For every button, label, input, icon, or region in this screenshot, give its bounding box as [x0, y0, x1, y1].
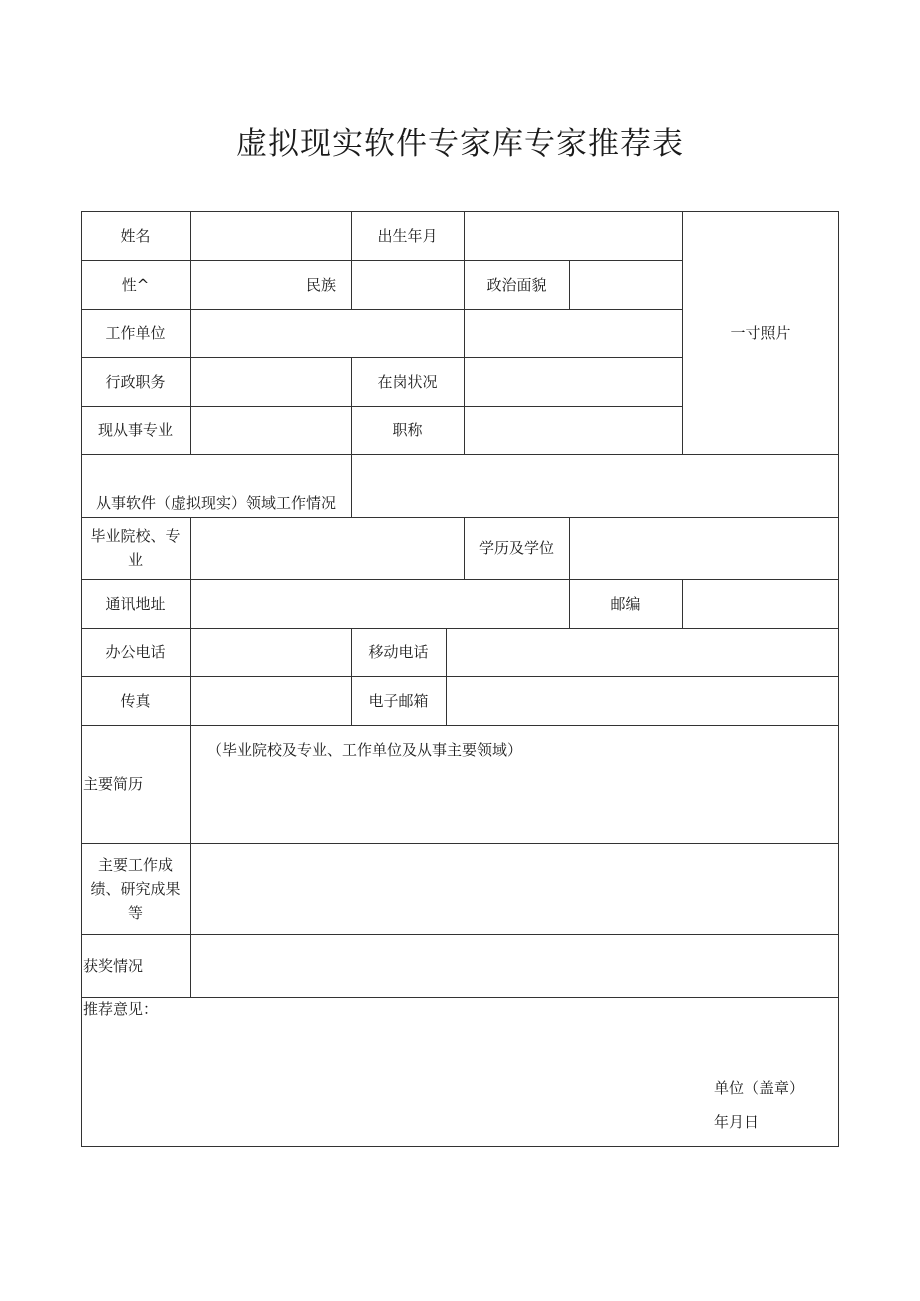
- mobile-field[interactable]: [447, 629, 838, 676]
- label-postcode: 邮编: [610, 594, 641, 613]
- label-ethnicity: 民族: [305, 275, 336, 294]
- achievements-field[interactable]: [191, 844, 838, 934]
- post-status-field[interactable]: [465, 358, 682, 406]
- label-title-rank: 职称: [392, 421, 423, 439]
- birth-date-field[interactable]: [465, 212, 682, 260]
- resume-hint: （毕业院校及专业、工作单位及从事主要领域）: [207, 741, 523, 759]
- employer-field[interactable]: [191, 310, 682, 357]
- label-awards: 获奖情况: [83, 956, 144, 975]
- label-graduate-school-line2: 业: [127, 551, 143, 569]
- address-field[interactable]: [191, 580, 569, 628]
- fax-field[interactable]: [191, 677, 351, 725]
- vr-work-field[interactable]: [352, 455, 838, 517]
- title-rank-field[interactable]: [465, 407, 682, 454]
- degree-field[interactable]: [570, 518, 838, 579]
- label-political-status: 政治面貌: [486, 275, 547, 294]
- label-stamp: 单位（盖章）: [714, 1079, 805, 1097]
- political-status-field[interactable]: [570, 261, 682, 309]
- label-achievements-line1: 主要工作成: [97, 855, 173, 874]
- label-resume: 主要简历: [83, 775, 144, 793]
- awards-field[interactable]: [191, 935, 838, 997]
- label-achievements-line3: 等: [127, 903, 143, 922]
- ethnicity-field[interactable]: [352, 261, 464, 309]
- label-email: 电子邮箱: [368, 691, 429, 710]
- email-field[interactable]: [447, 677, 838, 725]
- gender-field[interactable]: [191, 261, 291, 309]
- label-mobile: 移动电话: [368, 643, 429, 661]
- page-title: 虚拟现实软件专家库专家推荐表: [236, 126, 684, 162]
- table-rule: [838, 211, 839, 1147]
- label-gender: 性^: [121, 275, 150, 294]
- label-post-status: 在岗状况: [377, 372, 438, 391]
- label-vr-work: 从事软件（虚拟现实）领域工作情况: [95, 494, 336, 512]
- label-graduate-school-line1: 毕业院校、专: [90, 527, 181, 545]
- admin-position-field[interactable]: [191, 358, 351, 406]
- label-office-phone: 办公电话: [105, 643, 166, 661]
- postcode-field[interactable]: [683, 580, 838, 628]
- label-degree: 学历及学位: [478, 539, 554, 557]
- office-phone-field[interactable]: [191, 629, 351, 676]
- label-name: 姓名: [120, 226, 151, 245]
- label-current-major: 现从事专业: [97, 421, 173, 439]
- label-birth-date: 出生年月: [377, 226, 438, 245]
- current-major-field[interactable]: [191, 407, 351, 454]
- label-recommendation: 推荐意见：: [83, 1000, 159, 1018]
- label-employer: 工作单位: [105, 324, 166, 342]
- label-date: 年月日: [714, 1113, 760, 1131]
- label-admin-position: 行政职务: [105, 372, 166, 391]
- name-field[interactable]: [191, 212, 351, 260]
- graduate-school-field[interactable]: [191, 518, 464, 579]
- label-address: 通讯地址: [105, 594, 166, 613]
- label-fax: 传真: [120, 691, 151, 710]
- table-rule: [81, 1146, 839, 1147]
- label-graduate-school: [81, 517, 190, 579]
- photo-box[interactable]: 一寸照片: [730, 324, 791, 342]
- label-achievements-line2: 绩、研究成果: [90, 879, 181, 898]
- label-achievements: [81, 843, 190, 934]
